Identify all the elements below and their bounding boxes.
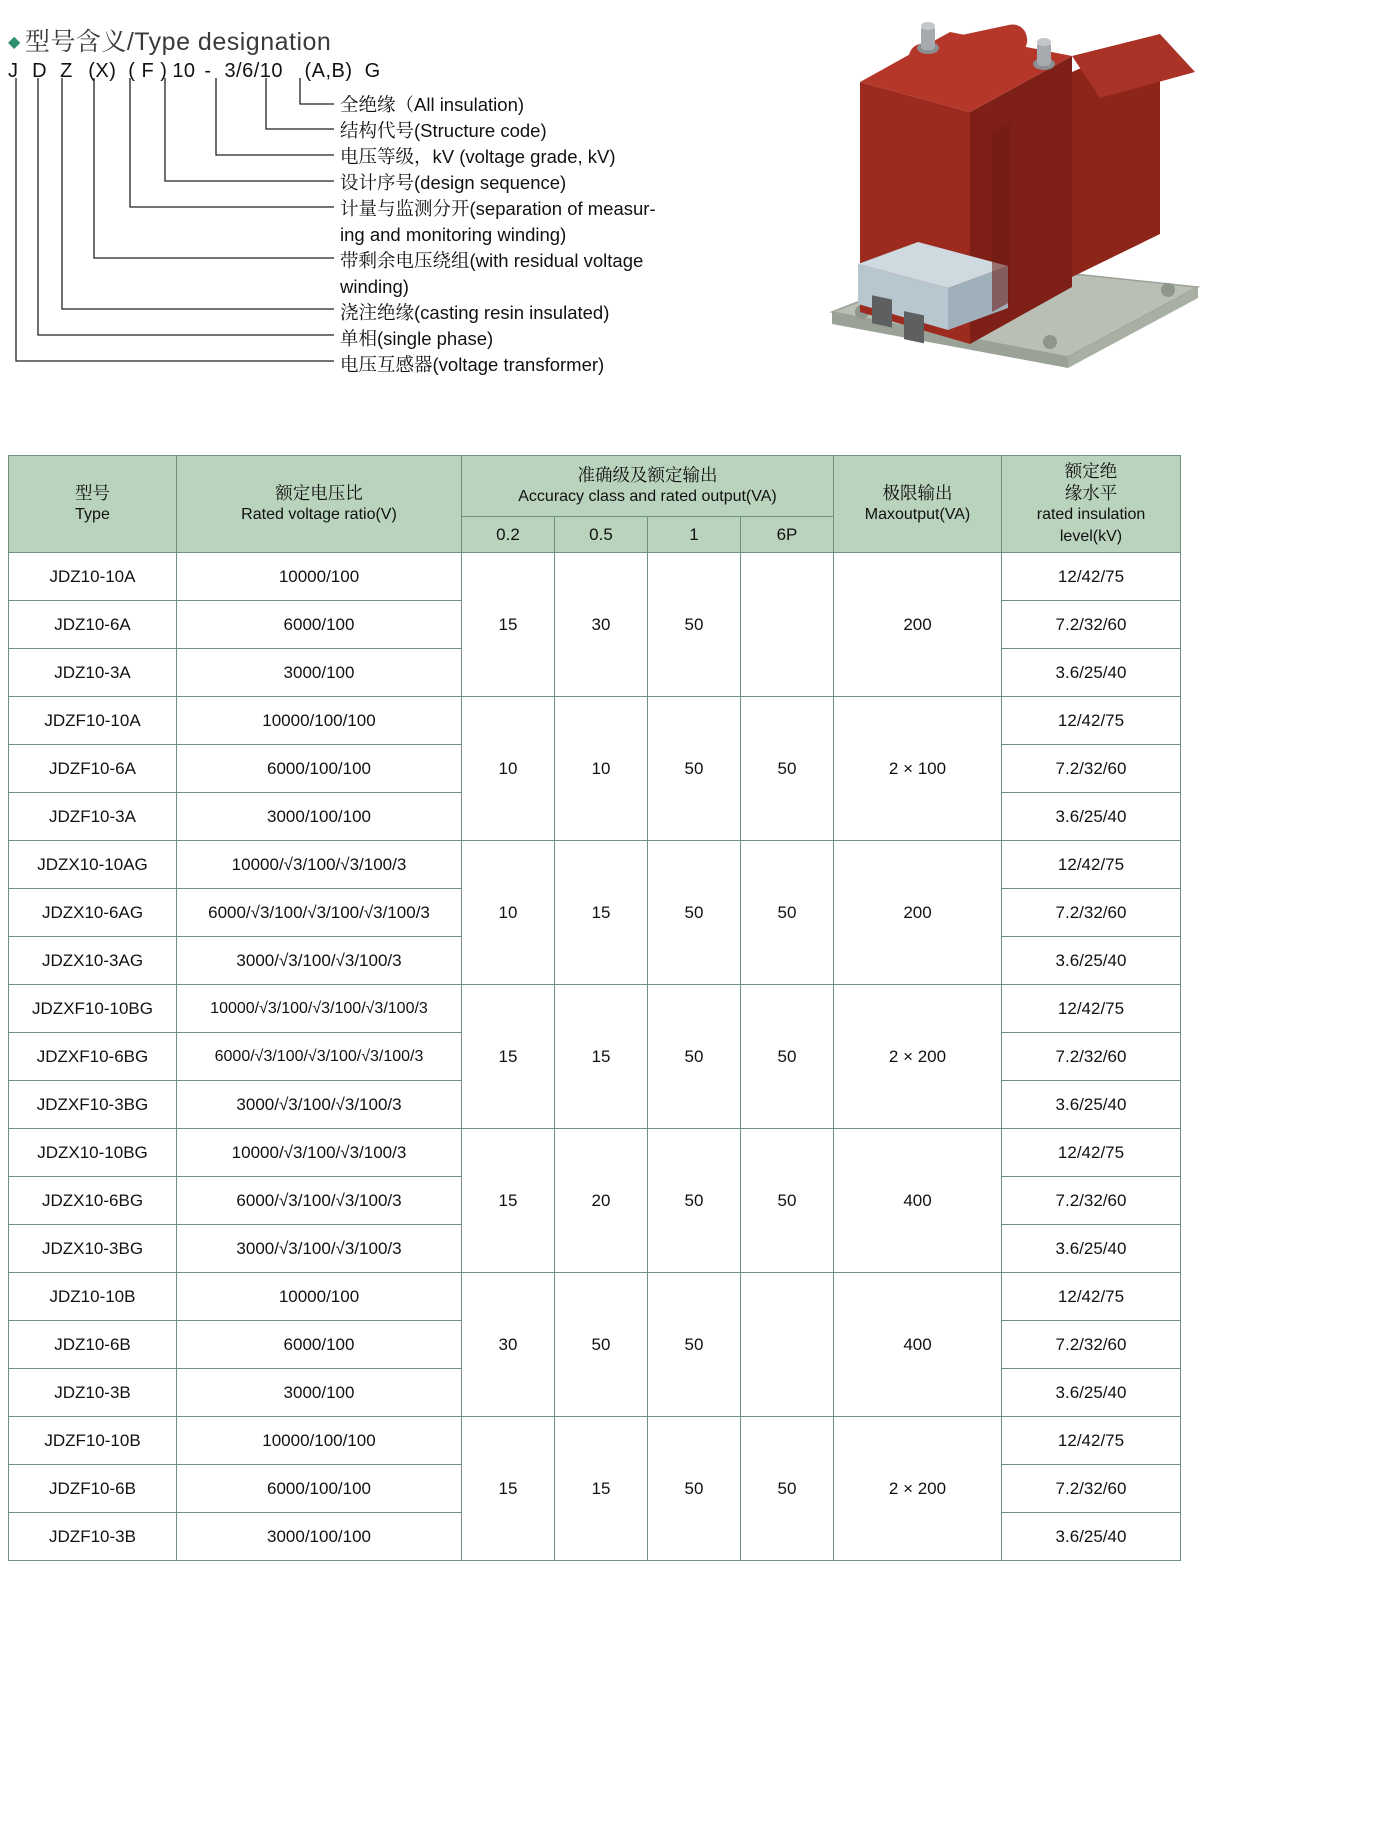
cell-insulation: 12/42/75 bbox=[1002, 553, 1181, 601]
table-row bbox=[9, 1273, 1181, 1321]
cell-acc-6p bbox=[741, 553, 834, 697]
spec-table-wrap bbox=[8, 455, 1180, 1561]
cell-acc-05: 10 bbox=[555, 697, 648, 841]
cell-acc-6p: 50 bbox=[741, 985, 834, 1129]
cell-acc-1: 50 bbox=[648, 1129, 741, 1273]
cell-type: JDZX10-10AG bbox=[9, 841, 177, 889]
cell-type: JDZF10-10B bbox=[9, 1417, 177, 1465]
table-row bbox=[9, 553, 1181, 601]
cell-insulation: 12/42/75 bbox=[1002, 1273, 1181, 1321]
cell-acc-6p: 50 bbox=[741, 697, 834, 841]
cell-insulation: 3.6/25/40 bbox=[1002, 1081, 1181, 1129]
legend-item-1: 结构代号(Structure code) bbox=[340, 120, 547, 141]
cell-type: JDZF10-3B bbox=[9, 1513, 177, 1561]
cell-ratio: 6000/√3/100/√3/100/√3/100/3 bbox=[177, 889, 462, 937]
header-insulation-cn-2: 缘水平 bbox=[1064, 483, 1118, 503]
cell-maxoutput: 200 bbox=[834, 553, 1002, 697]
cell-ratio: 10000/√3/100/√3/100/3 bbox=[177, 1129, 462, 1177]
cell-maxoutput: 2 × 200 bbox=[834, 1417, 1002, 1561]
code-segment-10: 10 bbox=[172, 60, 196, 82]
cell-insulation: 12/42/75 bbox=[1002, 1129, 1181, 1177]
header-maxoutput-cn: 极限输出 bbox=[882, 483, 953, 503]
cell-acc-05: 15 bbox=[555, 985, 648, 1129]
product-photo bbox=[800, 12, 1200, 372]
cell-acc-05: 15 bbox=[555, 841, 648, 985]
cell-type: JDZF10-3A bbox=[9, 793, 177, 841]
table-row bbox=[9, 985, 1181, 1033]
cell-type: JDZ10-6A bbox=[9, 601, 177, 649]
diamond-bullet-icon: ◆ bbox=[8, 34, 21, 51]
cell-insulation: 7.2/32/60 bbox=[1002, 601, 1181, 649]
cell-insulation: 3.6/25/40 bbox=[1002, 1513, 1181, 1561]
cell-maxoutput: 2 × 200 bbox=[834, 985, 1002, 1129]
cell-ratio: 10000/√3/100/√3/100/3 bbox=[177, 841, 462, 889]
header-accuracy-en: Accuracy class and rated output(VA) bbox=[518, 488, 777, 506]
header-insulation-en-2: level(kV) bbox=[1059, 528, 1123, 545]
cell-ratio: 10000/100 bbox=[177, 553, 462, 601]
code-segment-j: J bbox=[8, 60, 19, 82]
cell-ratio: 10000/100 bbox=[177, 1273, 462, 1321]
cell-insulation: 3.6/25/40 bbox=[1002, 937, 1181, 985]
legend-item-4: 计量与监测分开(separation of measur- bbox=[340, 198, 656, 219]
section-title-en: Type designation bbox=[134, 28, 332, 56]
cell-ratio: 3000/√3/100/√3/100/3 bbox=[177, 1081, 462, 1129]
cell-type: JDZXF10-10BG bbox=[9, 985, 177, 1033]
cell-acc-05: 15 bbox=[555, 1417, 648, 1561]
cell-insulation: 7.2/32/60 bbox=[1002, 1321, 1181, 1369]
legend-item-0: 全绝缘（All insulation) bbox=[340, 94, 525, 115]
cell-insulation: 7.2/32/60 bbox=[1002, 1177, 1181, 1225]
cell-type: JDZF10-6B bbox=[9, 1465, 177, 1513]
cell-insulation: 7.2/32/60 bbox=[1002, 1033, 1181, 1081]
cell-maxoutput: 2 × 100 bbox=[834, 697, 1002, 841]
cell-type: JDZXF10-3BG bbox=[9, 1081, 177, 1129]
cell-acc-02: 10 bbox=[462, 697, 555, 841]
cell-type: JDZX10-6AG bbox=[9, 889, 177, 937]
cell-maxoutput: 400 bbox=[834, 1273, 1002, 1417]
cell-type: JDZ10-3B bbox=[9, 1369, 177, 1417]
cell-insulation: 7.2/32/60 bbox=[1002, 1465, 1181, 1513]
cell-insulation: 12/42/75 bbox=[1002, 697, 1181, 745]
cell-type: JDZX10-3BG bbox=[9, 1225, 177, 1273]
cell-acc-02: 15 bbox=[462, 1129, 555, 1273]
section-title bbox=[8, 22, 331, 58]
cell-insulation: 3.6/25/40 bbox=[1002, 649, 1181, 697]
cell-acc-05: 20 bbox=[555, 1129, 648, 1273]
cell-ratio: 6000/√3/100/√3/100/√3/100/3 bbox=[177, 1033, 462, 1081]
header-type-en: Type bbox=[75, 506, 110, 523]
cell-acc-6p: 50 bbox=[741, 1129, 834, 1273]
code-segment-d: D bbox=[32, 60, 48, 82]
header-ratio-cn: 额定电压比 bbox=[275, 483, 363, 503]
cell-type: JDZ10-6B bbox=[9, 1321, 177, 1369]
cell-insulation: 3.6/25/40 bbox=[1002, 793, 1181, 841]
legend-item-7: winding) bbox=[340, 276, 409, 297]
header-insulation bbox=[1002, 456, 1181, 553]
cell-type: JDZX10-3AG bbox=[9, 937, 177, 985]
cell-acc-05: 30 bbox=[555, 553, 648, 697]
cell-ratio: 6000/100/100 bbox=[177, 1465, 462, 1513]
cell-acc-02: 10 bbox=[462, 841, 555, 985]
legend-item-6: 带剩余电压绕组(with residual voltage bbox=[340, 250, 644, 271]
cell-insulation: 7.2/32/60 bbox=[1002, 745, 1181, 793]
header-acc-1: 1 bbox=[648, 517, 741, 553]
cell-type: JDZF10-6A bbox=[9, 745, 177, 793]
cell-type: JDZ10-10B bbox=[9, 1273, 177, 1321]
table-row bbox=[9, 697, 1181, 745]
legend-item-8: 浇注绝缘(casting resin insulated) bbox=[340, 302, 610, 323]
cell-ratio: 6000/100 bbox=[177, 601, 462, 649]
table-header-row-1 bbox=[9, 456, 1181, 517]
code-segment-x: (X) bbox=[88, 60, 117, 82]
spec-table-body bbox=[9, 553, 1181, 1561]
header-ratio-en: Rated voltage ratio(V) bbox=[241, 506, 397, 523]
cell-acc-1: 50 bbox=[648, 697, 741, 841]
header-insulation-cn-1: 额定绝 bbox=[1064, 461, 1118, 481]
header-insulation-en-1: rated insulation bbox=[1036, 506, 1146, 523]
table-row bbox=[9, 841, 1181, 889]
cell-acc-6p: 50 bbox=[741, 841, 834, 985]
cell-insulation: 12/42/75 bbox=[1002, 841, 1181, 889]
cell-acc-1: 50 bbox=[648, 841, 741, 985]
header-type-cn: 型号 bbox=[75, 483, 110, 503]
code-segment-ab: (A,B) bbox=[304, 60, 353, 82]
cell-ratio: 3000/100 bbox=[177, 1369, 462, 1417]
spec-table bbox=[8, 455, 1181, 1561]
section-title-sep: / bbox=[126, 28, 135, 56]
cell-acc-6p bbox=[741, 1273, 834, 1417]
table-row bbox=[9, 1417, 1181, 1465]
cell-type: JDZXF10-6BG bbox=[9, 1033, 177, 1081]
cell-insulation: 3.6/25/40 bbox=[1002, 1225, 1181, 1273]
cell-insulation: 7.2/32/60 bbox=[1002, 889, 1181, 937]
legend-item-3: 设计序号(design sequence) bbox=[340, 172, 567, 193]
header-accuracy-cn: 准确级及额定输出 bbox=[577, 465, 718, 486]
header-accuracy bbox=[462, 456, 834, 517]
cell-ratio: 6000/100/100 bbox=[177, 745, 462, 793]
header-ratio bbox=[177, 456, 462, 553]
cell-insulation: 3.6/25/40 bbox=[1002, 1369, 1181, 1417]
cell-acc-02: 30 bbox=[462, 1273, 555, 1417]
cell-insulation: 12/42/75 bbox=[1002, 1417, 1181, 1465]
header-maxoutput-en: Maxoutput(VA) bbox=[864, 506, 971, 523]
code-segment-voltage: 3/6/10 bbox=[224, 60, 284, 82]
cell-acc-1: 50 bbox=[648, 1417, 741, 1561]
code-segment-dash: - bbox=[204, 60, 212, 82]
legend-item-9: 单相(single phase) bbox=[340, 328, 494, 349]
cell-type: JDZX10-6BG bbox=[9, 1177, 177, 1225]
cell-ratio: 3000/100/100 bbox=[177, 793, 462, 841]
legend-item-10: 电压互感器(voltage transformer) bbox=[340, 354, 605, 375]
cell-type: JDZX10-10BG bbox=[9, 1129, 177, 1177]
cell-acc-6p: 50 bbox=[741, 1417, 834, 1561]
cell-ratio: 6000/√3/100/√3/100/3 bbox=[177, 1177, 462, 1225]
cell-maxoutput: 400 bbox=[834, 1129, 1002, 1273]
cell-acc-1: 50 bbox=[648, 985, 741, 1129]
legend-item-2: 电压等级，kV (voltage grade, kV) bbox=[340, 146, 616, 167]
cell-type: JDZF10-10A bbox=[9, 697, 177, 745]
cell-ratio: 3000/100/100 bbox=[177, 1513, 462, 1561]
code-segment-f: ( F ) bbox=[128, 60, 168, 82]
legend-item-5: ing and monitoring winding) bbox=[340, 224, 567, 245]
header-maxoutput bbox=[834, 456, 1002, 553]
header-type bbox=[9, 456, 177, 553]
cell-insulation: 12/42/75 bbox=[1002, 985, 1181, 1033]
type-code-line bbox=[8, 60, 381, 83]
header-acc-6p: 6P bbox=[741, 517, 834, 553]
header-acc-02: 0.2 bbox=[462, 517, 555, 553]
cell-type: JDZ10-10A bbox=[9, 553, 177, 601]
cell-type: JDZ10-3A bbox=[9, 649, 177, 697]
cell-maxoutput: 200 bbox=[834, 841, 1002, 985]
cell-ratio: 3000/100 bbox=[177, 649, 462, 697]
table-row bbox=[9, 1129, 1181, 1177]
cell-acc-02: 15 bbox=[462, 553, 555, 697]
cell-acc-05: 50 bbox=[555, 1273, 648, 1417]
header-acc-05: 0.5 bbox=[555, 517, 648, 553]
code-segment-g: G bbox=[364, 60, 381, 82]
cell-ratio: 6000/100 bbox=[177, 1321, 462, 1369]
cell-ratio: 10000/100/100 bbox=[177, 1417, 462, 1465]
cell-acc-02: 15 bbox=[462, 1417, 555, 1561]
cell-acc-02: 15 bbox=[462, 985, 555, 1129]
cell-ratio: 10000/100/100 bbox=[177, 697, 462, 745]
cell-ratio: 3000/√3/100/√3/100/3 bbox=[177, 937, 462, 985]
section-title-cn: 型号含义 bbox=[24, 28, 127, 56]
cell-acc-1: 50 bbox=[648, 553, 741, 697]
cell-ratio: 3000/√3/100/√3/100/3 bbox=[177, 1225, 462, 1273]
code-segment-z: Z bbox=[60, 60, 73, 82]
cell-ratio: 10000/√3/100/√3/100/√3/100/3 bbox=[177, 985, 462, 1033]
cell-acc-1: 50 bbox=[648, 1273, 741, 1417]
